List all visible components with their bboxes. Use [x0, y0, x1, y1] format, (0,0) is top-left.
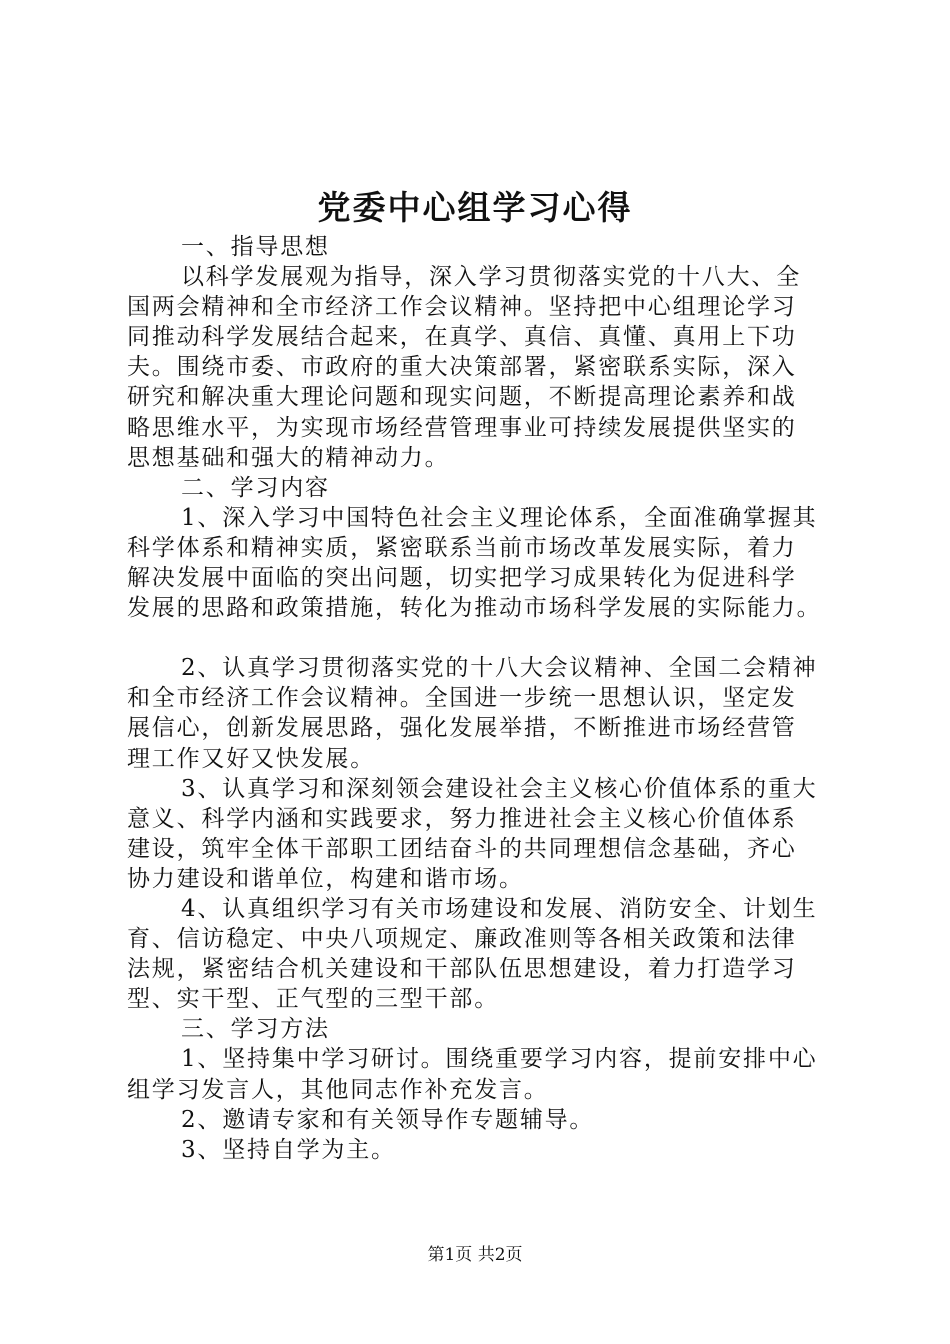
text-line: 发展的思路和政策措施，转化为推动市场科学发展的实际能力。 [127, 595, 822, 622]
text-line: 解决发展中面临的突出问题，切实把学习成果转化为促进科学 [127, 565, 797, 592]
text-line: 意义、科学内涵和实践要求，努力推进社会主义核心价值体系 [127, 805, 797, 832]
document-body [127, 232, 843, 1165]
text-line: 3、认真学习和深刻领会建设社会主义核心价值体系的重大 [181, 775, 818, 802]
text-line: 略思维水平，为实现市场经营管理事业可持续发展提供坚实的 [127, 414, 797, 441]
page-footer: 第1页 共2页 [427, 1245, 523, 1265]
text-line: 以科学发展观为指导，深入学习贯彻落实党的十八大、全 [181, 264, 801, 291]
text-line: 二、学习内容 [181, 474, 330, 501]
text-line: 3、坚持自学为主。 [181, 1136, 396, 1163]
text-line: 研究和解决重大理论问题和现实问题，不断提高理论素养和战 [127, 384, 797, 411]
text-line: 理工作又好又快发展。 [127, 745, 375, 772]
text-line: 4、认真组织学习有关市场建设和发展、消防安全、计划生 [181, 895, 818, 922]
text-line: 法规，紧密结合机关建设和干部队伍思想建设，着力打造学习 [127, 956, 797, 983]
text-line: 展信心，创新发展思路，强化发展举措，不断推进市场经营管 [127, 715, 797, 742]
text-line: 一、指导思想 [181, 234, 330, 260]
text-line: 2、认真学习贯彻落实党的十八大会议精神、全国二会精神 [181, 655, 818, 682]
text-line: 协力建设和谐单位，构建和谐市场。 [127, 865, 524, 892]
blank-line [127, 623, 843, 653]
text-line: 2、邀请专家和有关领导作专题辅导。 [181, 1106, 595, 1133]
text-line: 育、信访稳定、中央八项规定、廉政准则等各相关政策和法律 [127, 926, 797, 953]
text-line: 建设，筑牢全体干部职工团结奋斗的共同理想信念基础，齐心 [127, 835, 797, 862]
text-line: 组学习发言人，其他同志作补充发言。 [127, 1076, 549, 1103]
text-line: 科学体系和精神实质，紧密联系当前市场改革发展实际，着力 [127, 534, 797, 561]
text-line: 1、深入学习中国特色社会主义理论体系，全面准确掌握其 [181, 504, 818, 531]
document-title: 党委中心组学习心得 [317, 188, 633, 227]
text-line: 和全市经济工作会议精神。全国进一步统一思想认识，坚定发 [127, 685, 797, 712]
text-line: 三、学习方法 [181, 1016, 330, 1043]
text-line: 同推动科学发展结合起来，在真学、真信、真懂、真用上下功 [127, 324, 797, 351]
text-line: 思想基础和强大的精神动力。 [127, 444, 450, 471]
text-line: 型、实干型、正气型的三型干部。 [127, 986, 499, 1013]
text-line: 国两会精神和全市经济工作会议精神。坚持把中心组理论学习 [127, 294, 797, 321]
text-line: 1、坚持集中学习研讨。围绕重要学习内容，提前安排中心 [181, 1046, 818, 1073]
text-line: 夫。围绕市委、市政府的重大决策部署，紧密联系实际，深入 [127, 354, 797, 381]
